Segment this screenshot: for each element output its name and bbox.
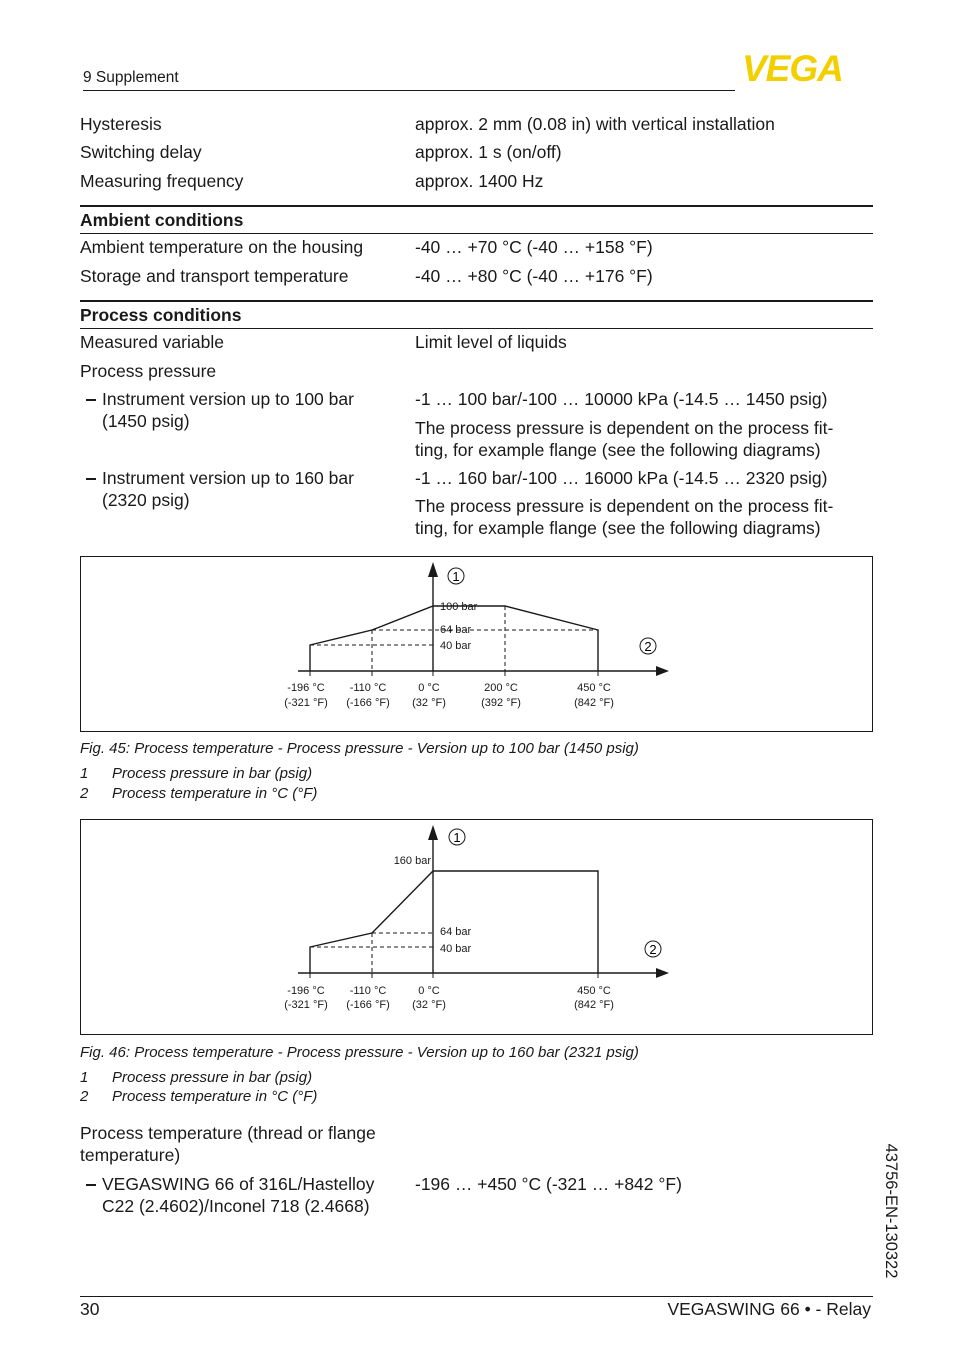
header-rule [83,90,735,91]
label-material-line2: C22 (2.4602)/Inconel 718 (2.4668) [102,1196,370,1216]
dash-bullet [86,478,96,480]
fig46-legend-num-1: 1 [80,1069,89,1086]
label-measuring-frequency: Measuring frequency [80,171,244,191]
label-v100-line2: (1450 psig) [102,411,190,431]
y-tick-label: 40 bar [440,640,472,652]
marker-2 [645,941,661,957]
svg-text:2: 2 [649,942,657,957]
y-tick-label: 40 bar [440,943,472,955]
y-axis-arrow [428,562,438,577]
fig46-legend-text-2: Process temperature in °C (°F) [112,1088,318,1105]
x-tick-label-f: (842 °F) [574,999,614,1011]
value-v160: -1 … 160 bar/-100 … 16000 kPa (-14.5 … 2320 psig) [415,468,828,488]
x-tick-label-f: (-166 °F) [346,999,390,1011]
marker-2 [640,638,656,654]
marker-1 [449,829,465,845]
marker-1 [448,568,464,584]
fig45-legend-num-2: 2 [80,785,89,802]
note-v160-line2: ting, for example flange (see the following diagrams) [415,518,821,538]
label-process-pressure: Process pressure [80,361,217,381]
note-v100-line2: ting, for example flange (see the following diagrams) [415,440,821,460]
x-axis-arrow [656,666,669,676]
value-ambient-housing: -40 … +70 °C (-40 … +158 °F) [415,237,653,257]
x-tick-label-c: -196 °C [287,985,325,997]
label-v160-line2: (2320 psig) [102,490,190,510]
figure-45-box [80,556,873,732]
x-tick-label-c: 450 °C [577,985,611,997]
x-tick-label-f: (-166 °F) [346,697,390,709]
footer-rule [80,1296,873,1297]
vega-logo [742,52,872,84]
x-axis-arrow [656,968,669,978]
figure-46-caption: Fig. 46: Process temperature - Process pressure - Version up to 160 bar (2321 psig) [80,1044,639,1061]
note-v100-line1: The process pressure is dependent on the process fit- [415,418,834,438]
fig45-legend-text-1: Process pressure in bar (psig) [112,765,313,782]
ambient-rule-top [80,205,873,207]
process-rule-top [80,300,873,302]
process-heading: Process conditions [80,305,242,325]
logo-text: VEGA [742,52,843,84]
value-switching-delay: approx. 1 s (on/off) [415,142,562,162]
label-process-temperature-line2: temperature) [80,1145,181,1165]
x-tick-label-f: (-321 °F) [284,999,328,1011]
fig45-legend-num-1: 1 [80,765,89,782]
value-v100: -1 … 100 bar/-100 … 10000 kPa (-14.5 … 1450 psig) [415,389,828,409]
x-tick-label-c: -110 °C [349,985,387,997]
pressure-curve [310,606,598,671]
fig46-legend-text-1: Process pressure in bar (psig) [112,1069,313,1086]
ambient-rule-bottom [80,233,873,234]
label-ambient-housing: Ambient temperature on the housing [80,237,364,257]
x-tick-label-f: (392 °F) [481,697,521,709]
product-name: VEGASWING 66 • - Relay [667,1299,871,1319]
y-axis-arrow [428,825,438,840]
x-tick-label-c: -110 °C [349,682,387,694]
svg-text:2: 2 [644,639,652,654]
value-measured-variable: Limit level of liquids [415,332,567,352]
x-tick-label-c: 200 °C [484,682,518,694]
y-tick-label: 64 bar [440,926,472,938]
label-v100-line1: Instrument version up to 100 bar [102,389,354,409]
section-title: 9 Supplement [83,69,179,86]
y-tick-label: 64 bar [440,624,472,636]
fig46-legend-num-2: 2 [80,1088,89,1105]
value-measuring-frequency: approx. 1400 Hz [415,171,544,191]
label-switching-delay: Switching delay [80,142,202,162]
value-process-temperature: -196 … +450 °C (-321 … +842 °F) [415,1174,682,1194]
document-id: 43756-EN-130322 [882,1143,900,1279]
chart-fig46 [81,820,872,1034]
process-rule-bottom [80,328,873,329]
value-hysteresis: approx. 2 mm (0.08 in) with vertical installation [415,114,775,134]
chart-fig45 [81,557,872,731]
dash-bullet [86,399,96,401]
x-tick-label-f: (32 °F) [412,697,446,709]
label-process-temperature-line1: Process temperature (thread or flange [80,1123,376,1143]
page-number: 30 [80,1299,100,1319]
svg-text:1: 1 [453,830,461,845]
label-measured-variable: Measured variable [80,332,224,352]
label-material-line1: VEGASWING 66 of 316L/Hastelloy [102,1174,375,1194]
figure-46-box [80,819,873,1035]
x-tick-label-c: 0 °C [418,682,440,694]
note-v160-line1: The process pressure is dependent on the process fit- [415,496,834,516]
x-tick-label-c: 0 °C [418,985,440,997]
label-storage-temperature: Storage and transport temperature [80,266,349,286]
pressure-curve [310,871,598,973]
svg-text:1: 1 [452,569,460,584]
figure-45-caption: Fig. 45: Process temperature - Process pressure - Version up to 100 bar (1450 psig) [80,740,639,757]
dash-bullet [86,1184,96,1186]
ambient-heading: Ambient conditions [80,210,244,230]
x-tick-label-f: (-321 °F) [284,697,328,709]
value-storage-temperature: -40 … +80 °C (-40 … +176 °F) [415,266,653,286]
label-v160-line1: Instrument version up to 160 bar [102,468,354,488]
y-tick-label: 160 bar [393,855,431,867]
x-tick-label-c: -196 °C [287,682,325,694]
y-tick-label: 100 bar [440,601,478,613]
label-hysteresis: Hysteresis [80,114,162,134]
x-tick-label-f: (842 °F) [574,697,614,709]
x-tick-label-f: (32 °F) [412,999,446,1011]
fig45-legend-text-2: Process temperature in °C (°F) [112,785,318,802]
x-tick-label-c: 450 °C [577,682,611,694]
